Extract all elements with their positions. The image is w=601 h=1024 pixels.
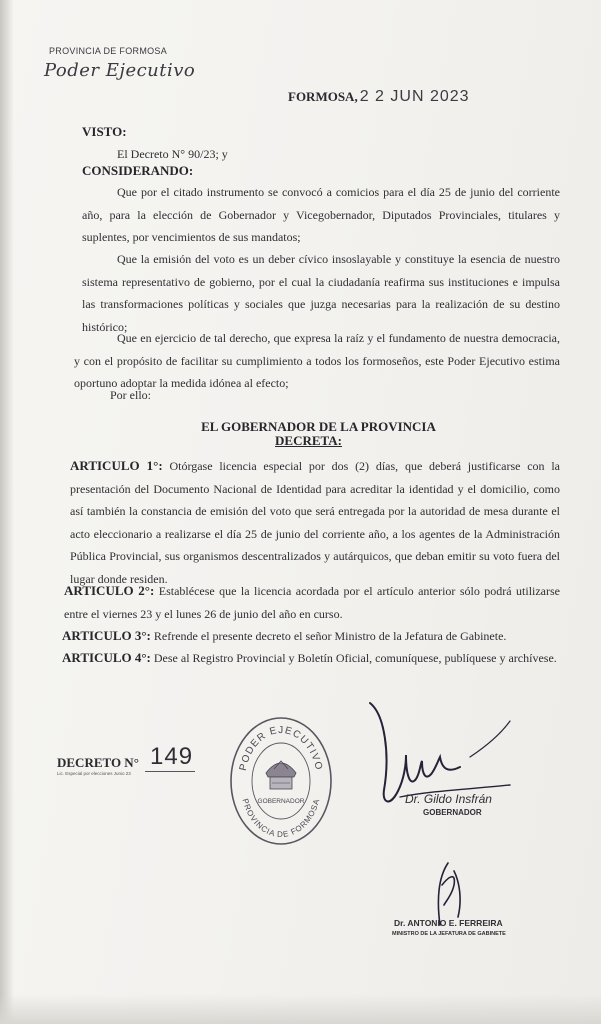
article-3 bbox=[62, 625, 560, 648]
minister-name: Dr. ANTONIO E. FERREIRA bbox=[394, 918, 503, 928]
considerando-paragraph-3: Que en ejercicio de tal derecho, que expresa la raíz y el fundamento de nuestra democracia, y con el propósito de facilitar su cumplimiento a todos los formoseños, este Poder Ejecutivo estima oportuno adoptar la medida idónea al efecto; bbox=[74, 331, 560, 390]
article-2-text: Establécese que la licencia acordada por el artículo anterior sólo podrá utilizarse entre el viernes 23 y el lunes 26 de junio del año en curso. bbox=[64, 584, 561, 621]
article-2 bbox=[64, 580, 560, 625]
seal-bottom-textpath: PROVINCIA DE FORMOSA bbox=[240, 797, 322, 840]
letterhead-province: PROVINCIA DE FORMOSA bbox=[49, 46, 168, 56]
por-ello-text: Por ello: bbox=[110, 388, 151, 402]
page-left-edge-shadow bbox=[0, 0, 14, 1024]
decreto-note: Lic. Especial por elecciones Junio 23 bbox=[57, 771, 131, 776]
visto-heading: VISTO: bbox=[82, 124, 127, 139]
article-3-label: ARTICULO 3°: bbox=[62, 628, 151, 643]
considerando-heading: CONSIDERANDO: bbox=[82, 163, 194, 178]
resolution-verb bbox=[8, 433, 601, 449]
letterhead-office: Poder Ejecutivo bbox=[44, 60, 196, 81]
article-1-text: Otórgase licencia especial por dos (2) días, que deberá justificarse con la presentación del Documento Nacional de Identidad para acreditar la identidad y el domicilio, como así también la constancia de emisión del voto que será entregada por la autoridad de mesa durante el acto eleccionario a realizarse el día 25 de junio del corriente año, a los agentes de la Administración Pública Provincial, sus organismos descentralizados y autárquicos, que deban emitir su voto fuera del lugar donde residen. bbox=[70, 459, 560, 586]
official-seal bbox=[228, 715, 334, 847]
dateline bbox=[288, 88, 470, 106]
seal-top-textpath: PODER EJECUTIVO bbox=[237, 724, 325, 772]
article-4-label: ARTICULO 4°: bbox=[62, 650, 151, 665]
article-3-text: Refrende el presente decreto el señor Ministro de la Jefatura de Gabinete. bbox=[153, 629, 507, 643]
article-1 bbox=[70, 455, 560, 590]
visto-text: El Decreto N° 90/23; y bbox=[117, 147, 228, 161]
considerando-paragraph-1: Que por el citado instrumento se convocó a comicios para el día 25 de junio del corriente año, para la elección de Gobernador y Vicegobernador, Diputados Provinciales, titulares y suplentes, por vencimientos de sus mandatos; bbox=[82, 185, 560, 244]
governor-name: Dr. Gildo Insfrán bbox=[405, 792, 492, 806]
resolution-authority: EL GOBERNADOR DE LA PROVINCIA bbox=[201, 419, 436, 434]
article-2-label: ARTICULO 2°: bbox=[64, 583, 155, 598]
minister-role: MINISTRO DE LA JEFATURA DE GABINETE bbox=[392, 931, 506, 937]
decreto-label: DECRETO N° bbox=[57, 755, 139, 770]
date-stamp: 2 2 JUN 2023 bbox=[359, 88, 470, 105]
article-4 bbox=[62, 647, 560, 670]
considerando-paragraph-2: Que la emisión del voto es un deber cívico insoslayable y constituye la esencia de nuestro sistema representativo de gobierno, por el cual la ciudadanía reafirma sus instituciones e impulsa las transformaciones políticas y sociales que juzga necesarias para la realización de su destino histórico; bbox=[82, 252, 560, 334]
article-1-label: ARTICULO 1°: bbox=[70, 458, 163, 473]
date-place: FORMOSA, bbox=[288, 89, 358, 104]
decreto-number: 149 bbox=[150, 743, 194, 770]
page-bottom-edge-shadow bbox=[0, 994, 601, 1024]
decreta-label: DECRETA: bbox=[275, 433, 342, 448]
seal-emblem bbox=[266, 761, 296, 789]
article-4-text: Dese al Registro Provincial y Boletín Oficial, comuníquese, publíquese y archívese. bbox=[153, 651, 557, 665]
governor-role: GOBERNADOR bbox=[423, 808, 482, 817]
seal-center-text: GOBERNADOR bbox=[257, 798, 305, 805]
decreto-number-underline bbox=[145, 771, 195, 772]
